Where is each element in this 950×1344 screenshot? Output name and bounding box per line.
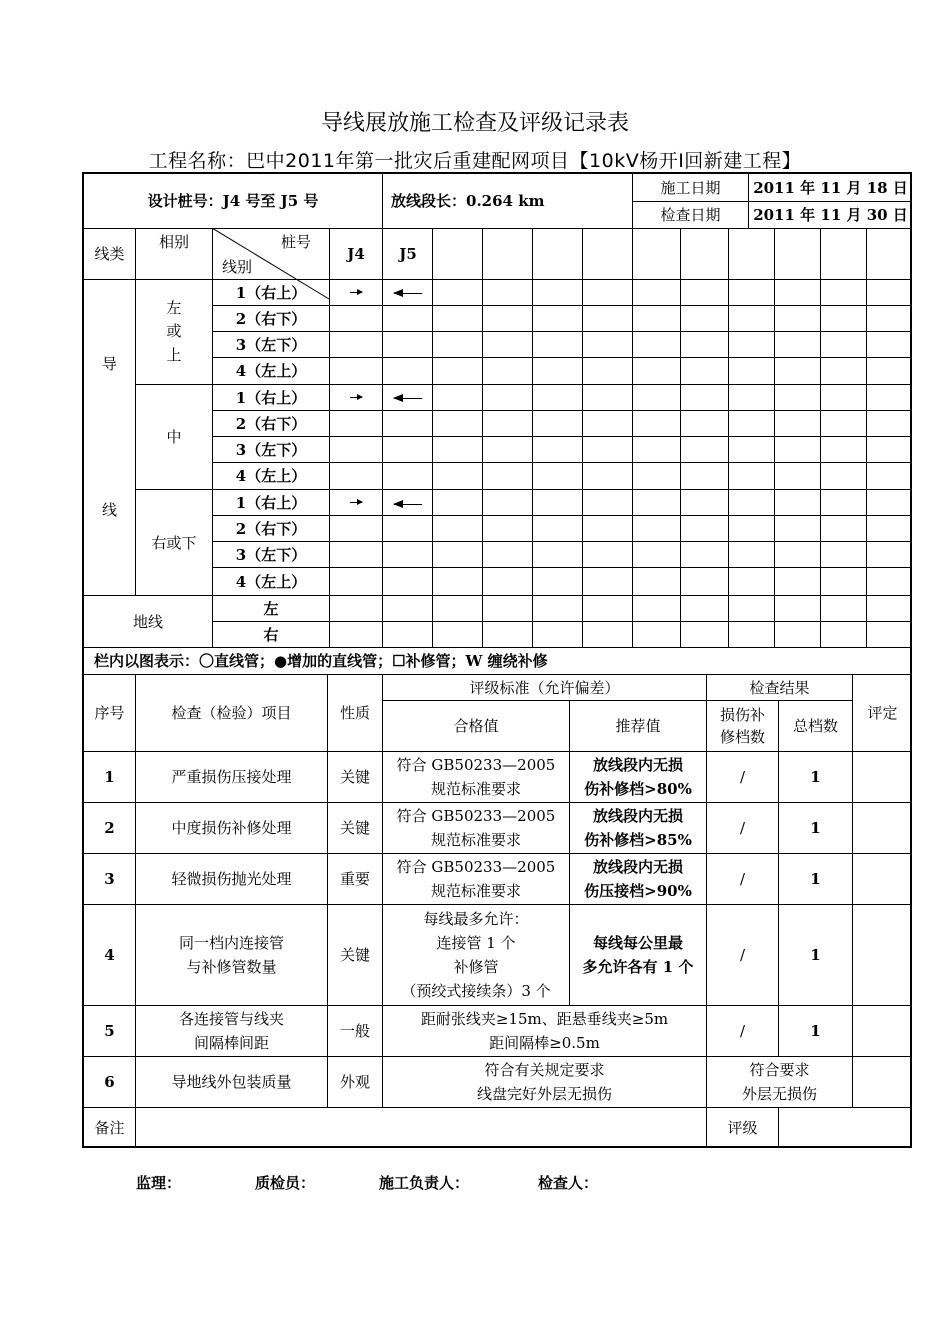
record-table [82,172,912,1148]
result-header: 检查结果 [749,678,810,697]
wire-label-cell: 4（左上） [235,572,307,591]
document-title: 导线展放施工检查及评级记录表 [320,111,629,136]
standard-header: 评级标准（允许偏差） [469,678,620,697]
wire-label-cell: 3（左下） [235,335,307,354]
row-qualified: 符合 GB50233—2005 规范标准要求 [396,858,556,900]
row-total: 1 [810,946,821,964]
row-qualified: 每线最多允许： 连接管 1 个 补修管 （预绞式接续条）3 个 [401,910,551,1000]
row-recommended: 放线段内无损 伤补修档>85% [584,807,692,849]
project-name: 工程名称：巴中2011年第一批灾后重建配网项目【10kV杨开Ⅰ回新建工程】 [148,150,802,172]
wire-label-cell: 2（右下） [235,309,307,328]
row-no: 5 [104,1022,115,1040]
diagonal-divider [212,228,330,300]
no-header: 序号 [94,704,125,722]
inspector-label: 检查人： [538,1174,599,1192]
row-item: 轻微损伤抛光处理 [171,870,292,888]
total-header: 总档数 [792,717,838,735]
ground-wire-left: 左 [263,599,279,618]
wire-label: 线别 [221,258,252,276]
qualified-header: 合格值 [453,717,499,735]
right-arrow-icon [350,292,362,293]
left-arrow-icon [394,293,422,294]
phase-label: 相别 [158,233,189,251]
inspection-date: 2011 年 11 月 30 日 [753,206,908,224]
row-result: 符合要求 外层无损伤 [741,1061,817,1103]
conductor-label-1: 导 [101,355,117,373]
nature-header: 性质 [339,704,370,722]
row-item: 严重损伤压接处理 [171,768,292,786]
damage-header: 损伤补 修档数 [719,705,765,746]
wire-label-cell: 1（右上） [235,283,307,302]
quality-inspector-label: 质检员： [255,1174,316,1192]
rating-header: 评定 [867,704,898,722]
pile-label: 桩号 [280,233,311,251]
row-nature: 一般 [339,1022,370,1040]
signature-footer [0,1172,950,1194]
row-no: 4 [104,946,115,964]
row-no: 2 [104,819,115,837]
row-item: 导地线外包装质量 [171,1073,292,1091]
recommended-header: 推荐值 [615,717,661,735]
row-no: 6 [104,1073,115,1091]
remarks-label: 备注 [94,1119,125,1137]
row-total: 1 [810,768,821,786]
row-damage: / [739,1022,746,1040]
row-total: 1 [810,870,821,888]
inspection-date-label: 检查日期 [660,206,721,224]
row-nature: 关键 [339,946,370,964]
right-arrow-icon [350,502,362,503]
row-standard: 距耐张线夹≥15m、距悬垂线夹≥5m 距间隔棒≥0.5m [420,1010,669,1052]
row-damage: / [739,768,746,786]
ground-wire-label: 地线 [132,612,163,631]
wire-label-cell: 1（右上） [235,388,307,407]
construction-date-label: 施工日期 [660,179,721,197]
row-nature: 外观 [339,1073,370,1091]
wire-label-cell: 2（右下） [235,414,307,433]
conductor-label-2: 线 [101,501,117,519]
row-nature: 重要 [339,870,370,888]
row-recommended: 每线每公里最 多允许各有 1 个 [582,934,694,976]
row-item: 中度损伤补修处理 [171,819,292,837]
row-damage: / [739,819,746,837]
legend: 栏内以图表示：〇直线管；●增加的直线管；☐补修管；W 缠绕补修 [94,652,548,670]
row-item: 各连接管与线夹 间隔棒间距 [178,1010,284,1052]
row-total: 1 [810,1022,821,1040]
wire-label-cell: 2（右下） [235,519,307,538]
row-qualified: 符合 GB50233—2005 规范标准要求 [396,807,556,849]
left-arrow-icon [394,504,422,505]
phase-left: 左 或 上 [166,299,182,364]
section-length: 放线段长：0.264 km [391,192,545,210]
row-nature: 关键 [339,768,370,786]
row-no: 1 [104,768,115,786]
wire-label-cell: 1（右上） [235,493,307,512]
row-item: 同一档内连接管 与补修管数量 [178,934,284,976]
item-header: 检查（检验）项目 [171,704,292,722]
supervisor-label: 监理： [136,1174,182,1192]
pile-j4: J4 [347,245,365,263]
construction-date: 2011 年 11 月 18 日 [753,179,908,197]
row-damage: / [739,870,746,888]
row-recommended: 放线段内无损 伤压接档>90% [584,858,692,900]
row-nature: 关键 [339,819,370,837]
ground-wire-right: 右 [263,625,279,644]
row-recommended: 放线段内无损 伤补修档>80% [584,756,692,798]
row-qualified: 符合 GB50233—2005 规范标准要求 [396,756,556,798]
wire-label-cell: 3（左下） [235,440,307,459]
wire-label-cell: 4（左上） [235,467,307,485]
row-damage: / [739,946,746,964]
row-total: 1 [810,819,821,837]
right-arrow-icon [350,397,362,398]
line-type-label: 线类 [94,245,125,263]
construction-lead-label: 施工负责人： [379,1174,470,1192]
wire-label-cell: 3（左下） [235,545,307,564]
pile-j5: J5 [399,245,417,263]
row-standard: 符合有关规定要求 线盘完好外层无损伤 [476,1061,612,1103]
phase-right: 右或下 [151,533,197,552]
grade-label: 评级 [727,1119,758,1137]
row-no: 3 [104,870,115,888]
design-pile: 设计桩号：J4 号至 J5 号 [147,192,319,210]
left-arrow-icon [394,398,422,399]
wire-label-cell: 4（左上） [235,362,307,380]
phase-middle: 中 [166,428,182,446]
